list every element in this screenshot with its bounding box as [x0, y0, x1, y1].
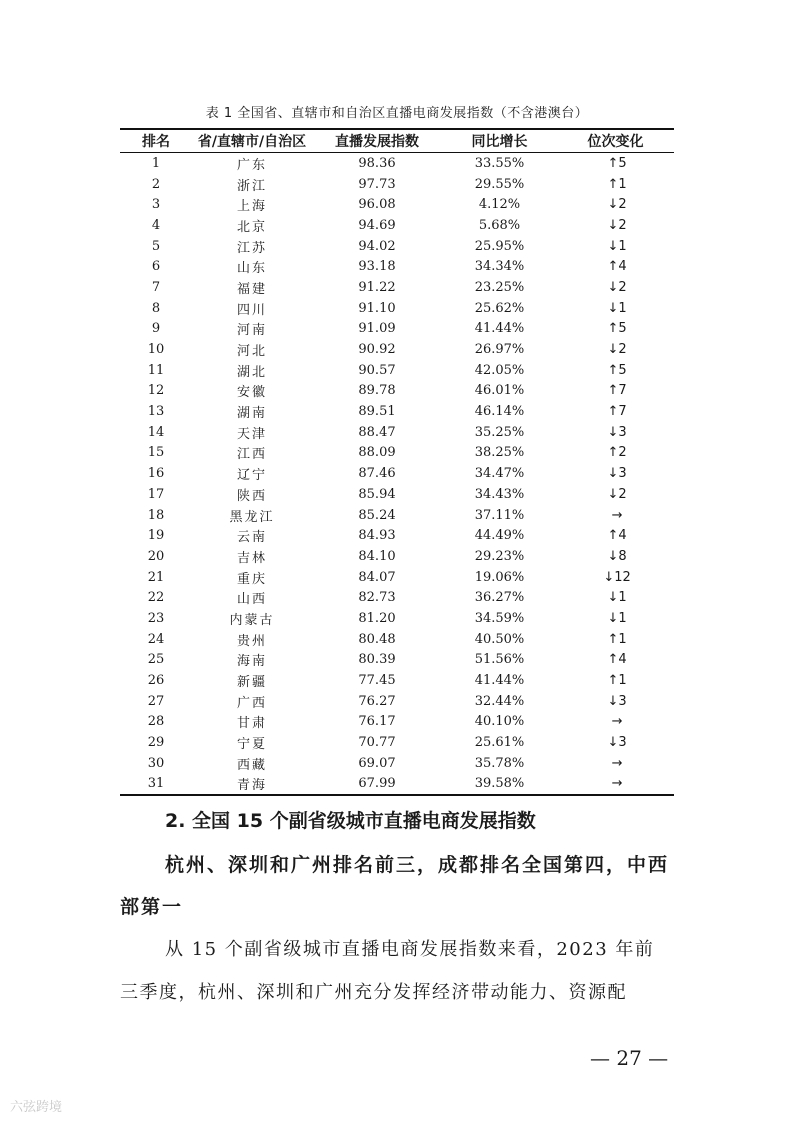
cell-rank-change	[557, 177, 674, 192]
cell-growth: 37.11%	[474, 507, 525, 523]
cell-rank-change	[557, 259, 674, 274]
table-row	[120, 215, 674, 236]
rank-change-value: 8	[618, 548, 627, 564]
section-heading: 2. 全国 15 个副省级城市直播电商发展指数	[165, 810, 536, 832]
table-row	[120, 567, 674, 588]
rank-change-value: 1	[618, 673, 627, 689]
section-subheading-line2: 部第一	[120, 896, 184, 918]
cell-region: 青海	[236, 778, 267, 794]
table-row	[120, 484, 674, 505]
cell-rank-change	[557, 197, 674, 212]
cell-growth: 41.44%	[474, 673, 525, 689]
rank-change-value: 2	[618, 342, 627, 358]
cell-index: 67.99	[358, 776, 396, 792]
cell-region: 安徽	[236, 385, 267, 401]
cell-rank: 9	[151, 321, 161, 337]
rank-change-value: 4	[618, 652, 627, 668]
cell-region: 天津	[236, 426, 267, 442]
rank-change-arrow-icon: ↓	[607, 486, 619, 502]
cell-region: 江苏	[236, 240, 267, 256]
rank-change-value: 1	[618, 300, 627, 316]
cell-region: 浙江	[236, 178, 267, 194]
cell-growth: 46.14%	[474, 404, 525, 420]
cell-rank: 25	[147, 652, 165, 668]
cell-growth: 40.10%	[474, 714, 525, 730]
rank-change-arrow-icon: ↑	[607, 445, 619, 461]
rank-change-value: 2	[618, 217, 627, 233]
cell-rank-change	[557, 156, 674, 171]
rank-change-value: 3	[618, 424, 627, 440]
rank-change-arrow-icon: ↓	[607, 279, 619, 295]
cell-growth: 25.95%	[474, 238, 525, 254]
cell-rank-change	[557, 694, 674, 709]
cell-growth: 23.25%	[474, 279, 525, 295]
cell-rank-change	[557, 239, 674, 254]
cell-index: 93.18	[358, 259, 396, 275]
cell-rank-change	[557, 363, 674, 378]
cell-rank-change	[557, 611, 674, 626]
rank-change-arrow-icon: ↓	[607, 424, 619, 440]
table-row	[120, 256, 674, 277]
watermark-logo: 六弦跨境	[10, 1100, 63, 1115]
cell-rank: 14	[147, 424, 165, 440]
table-row	[120, 174, 674, 195]
rank-change-value: 1	[618, 176, 627, 192]
table-row	[120, 463, 674, 484]
rank-change-arrow-icon: ↑	[607, 176, 619, 192]
cell-region: 内蒙古	[229, 612, 275, 628]
cell-rank-change	[557, 218, 674, 233]
rank-change-arrow-icon: ↑	[607, 383, 619, 399]
rank-change-arrow-icon: ↑	[607, 404, 619, 420]
rank-change-arrow-icon: ↓	[607, 735, 619, 751]
rank-change-value: 5	[618, 155, 627, 171]
cell-rank: 18	[147, 507, 165, 523]
cell-rank: 27	[147, 693, 165, 709]
cell-region: 新疆	[236, 675, 267, 691]
cell-growth: 39.58%	[474, 776, 525, 792]
cell-rank-change	[557, 301, 674, 316]
rank-change-value: 3	[618, 735, 627, 751]
cell-index: 94.02	[358, 238, 396, 254]
cell-index: 89.51	[358, 404, 396, 420]
cell-region: 西藏	[236, 757, 267, 773]
cell-index: 76.17	[358, 714, 396, 730]
table-row	[120, 153, 674, 174]
rank-change-arrow-icon: ↑	[607, 631, 619, 647]
cell-growth: 34.59%	[474, 610, 525, 626]
rank-change-arrow-icon: ↓	[607, 217, 619, 233]
rank-change-arrow-icon: ↑	[607, 321, 619, 337]
cell-index: 98.36	[358, 155, 396, 171]
cell-region: 山西	[236, 592, 267, 608]
cell-rank-change	[557, 632, 674, 647]
cell-rank: 12	[147, 383, 165, 399]
cell-growth: 36.27%	[474, 590, 525, 606]
cell-region: 吉林	[236, 550, 267, 566]
cell-growth: 44.49%	[474, 528, 525, 544]
rank-change-arrow-icon: →	[611, 507, 623, 523]
cell-growth: 34.47%	[474, 466, 525, 482]
cell-growth: 41.44%	[474, 321, 525, 337]
cell-rank-change	[557, 383, 674, 398]
cell-rank-change	[557, 466, 674, 481]
ranking-table	[120, 128, 674, 796]
rank-change-arrow-icon: →	[611, 714, 623, 730]
rank-change-value: 2	[618, 279, 627, 295]
cell-rank: 15	[147, 445, 165, 461]
table-row	[120, 505, 674, 526]
cell-rank-change	[557, 756, 674, 771]
cell-region: 贵州	[236, 633, 267, 649]
cell-growth: 35.78%	[474, 755, 525, 771]
table-row	[120, 650, 674, 671]
table-header-row	[120, 130, 674, 153]
cell-rank-change	[557, 776, 674, 791]
cell-rank: 24	[147, 631, 165, 647]
cell-region: 上海	[236, 199, 267, 215]
section-subheading-line1: 杭州、深圳和广州排名前三，成都排名全国第四，中西	[165, 854, 670, 876]
cell-growth: 29.55%	[474, 176, 525, 192]
cell-index: 91.22	[358, 279, 396, 295]
cell-growth: 33.55%	[474, 155, 525, 171]
rank-change-value: 7	[618, 404, 627, 420]
table-row	[120, 339, 674, 360]
table-caption: 表 1 全国省、直辖市和自治区直播电商发展指数（不含港澳台）	[205, 106, 589, 121]
cell-region: 陕西	[236, 488, 267, 504]
table-row	[120, 422, 674, 443]
cell-region: 重庆	[236, 571, 267, 587]
cell-index: 70.77	[358, 735, 396, 751]
cell-growth: 32.44%	[474, 693, 525, 709]
rank-change-arrow-icon: ↓	[607, 197, 619, 213]
cell-rank-change	[557, 652, 674, 667]
cell-growth: 5.68%	[478, 217, 521, 233]
cell-rank: 6	[151, 259, 161, 275]
cell-index: 81.20	[358, 610, 396, 626]
cell-index: 85.94	[358, 486, 396, 502]
paragraph-line1: 从 15 个副省级城市直播电商发展指数来看，2023 年前	[165, 939, 655, 960]
rank-change-arrow-icon: ↓	[607, 693, 619, 709]
cell-rank: 30	[147, 755, 165, 771]
cell-rank: 8	[151, 300, 161, 316]
rank-change-arrow-icon: ↓	[607, 466, 619, 482]
header-growth: 同比增长	[471, 134, 528, 150]
cell-region: 河南	[236, 323, 267, 339]
rank-change-value: 5	[618, 362, 627, 378]
cell-growth: 25.61%	[474, 735, 525, 751]
cell-growth: 46.01%	[474, 383, 525, 399]
table-row	[120, 319, 674, 340]
rank-change-value: 2	[618, 486, 627, 502]
cell-index: 82.73	[358, 590, 396, 606]
table-row	[120, 587, 674, 608]
cell-growth: 38.25%	[474, 445, 525, 461]
cell-region: 湖南	[236, 406, 267, 422]
rank-change-value: 5	[618, 321, 627, 337]
cell-index: 90.57	[358, 362, 396, 378]
cell-index: 84.07	[358, 569, 396, 585]
cell-growth: 25.62%	[474, 300, 525, 316]
cell-rank: 31	[147, 776, 165, 792]
table-row	[120, 546, 674, 567]
rank-change-value: 12	[614, 569, 631, 585]
cell-growth: 40.50%	[474, 631, 525, 647]
header-rank: 排名	[142, 134, 170, 150]
cell-rank-change	[557, 425, 674, 440]
cell-index: 76.27	[358, 693, 396, 709]
cell-rank: 28	[147, 714, 165, 730]
cell-rank-change	[557, 342, 674, 357]
table-row	[120, 298, 674, 319]
cell-rank-change	[557, 714, 674, 729]
table-row	[120, 277, 674, 298]
cell-index: 89.78	[358, 383, 396, 399]
cell-region: 北京	[236, 219, 267, 235]
rank-change-arrow-icon: ↑	[607, 528, 619, 544]
cell-rank: 13	[147, 404, 165, 420]
table-row	[120, 732, 674, 753]
cell-growth: 34.34%	[474, 259, 525, 275]
rank-change-value: 4	[618, 528, 627, 544]
cell-index: 91.10	[358, 300, 396, 316]
table-row	[120, 691, 674, 712]
rank-change-arrow-icon: ↑	[607, 673, 619, 689]
cell-region: 海南	[236, 654, 267, 670]
cell-growth: 35.25%	[474, 424, 525, 440]
header-change: 位次变化	[587, 134, 644, 150]
cell-rank: 3	[151, 197, 161, 213]
rank-change-arrow-icon: ↓	[603, 569, 615, 585]
cell-region: 辽宁	[236, 468, 267, 484]
cell-region: 广西	[236, 695, 267, 711]
rank-change-arrow-icon: ↓	[607, 548, 619, 564]
cell-rank-change	[557, 280, 674, 295]
cell-rank-change	[557, 735, 674, 750]
cell-rank: 16	[147, 466, 165, 482]
rank-change-arrow-icon: →	[611, 776, 623, 792]
cell-rank: 5	[151, 238, 161, 254]
cell-index: 97.73	[358, 176, 396, 192]
cell-index: 80.39	[358, 652, 396, 668]
cell-region: 江西	[236, 447, 267, 463]
table-row	[120, 670, 674, 691]
cell-index: 90.92	[358, 342, 396, 358]
rank-change-value: 3	[618, 466, 627, 482]
rank-change-arrow-icon: ↑	[607, 259, 619, 275]
rank-change-arrow-icon: ↓	[607, 238, 619, 254]
cell-rank-change	[557, 673, 674, 688]
table-row	[120, 381, 674, 402]
cell-growth: 34.43%	[474, 486, 525, 502]
cell-index: 87.46	[358, 466, 396, 482]
cell-index: 88.47	[358, 424, 396, 440]
cell-rank: 26	[147, 673, 165, 689]
cell-rank: 7	[151, 279, 161, 295]
cell-index: 84.93	[358, 528, 396, 544]
cell-rank-change	[557, 528, 674, 543]
cell-growth: 29.23%	[474, 548, 525, 564]
cell-region: 黑龙江	[229, 509, 275, 525]
table-row	[120, 629, 674, 650]
cell-rank: 17	[147, 486, 165, 502]
cell-index: 80.48	[358, 631, 396, 647]
paragraph-line2: 三季度，杭州、深圳和广州充分发挥经济带动能力、资源配	[120, 982, 627, 1003]
rank-change-arrow-icon: ↓	[607, 342, 619, 358]
cell-rank-change	[557, 508, 674, 523]
cell-growth: 26.97%	[474, 342, 525, 358]
table-row	[120, 712, 674, 733]
cell-region: 广东	[236, 157, 267, 173]
rank-change-value: 7	[618, 383, 627, 399]
table-row	[120, 236, 674, 257]
cell-region: 福建	[236, 281, 267, 297]
rank-change-value: 4	[618, 259, 627, 275]
cell-rank: 1	[151, 155, 161, 171]
rank-change-value: 1	[618, 610, 627, 626]
rank-change-value: 2	[618, 445, 627, 461]
cell-rank: 2	[151, 176, 161, 192]
cell-rank: 29	[147, 735, 165, 751]
table-row	[120, 753, 674, 774]
rank-change-arrow-icon: ↑	[607, 362, 619, 378]
page-number: — 27 —	[590, 1046, 669, 1070]
rank-change-arrow-icon: ↑	[607, 155, 619, 171]
rank-change-arrow-icon: ↓	[607, 300, 619, 316]
header-region: 省/直辖市/自治区	[197, 134, 307, 150]
cell-rank-change	[557, 404, 674, 419]
cell-rank-change	[557, 590, 674, 605]
cell-index: 85.24	[358, 507, 396, 523]
table-row	[120, 525, 674, 546]
cell-rank: 23	[147, 610, 165, 626]
cell-index: 88.09	[358, 445, 396, 461]
table-row	[120, 608, 674, 629]
cell-rank: 4	[151, 217, 161, 233]
cell-rank: 10	[147, 342, 165, 358]
cell-index: 96.08	[358, 197, 396, 213]
cell-rank: 11	[147, 362, 165, 378]
table-body	[120, 153, 674, 794]
table-row	[120, 194, 674, 215]
cell-index: 94.69	[358, 217, 396, 233]
cell-region: 山东	[236, 261, 267, 277]
cell-growth: 42.05%	[474, 362, 525, 378]
cell-rank-change	[557, 570, 674, 585]
cell-rank: 21	[147, 569, 165, 585]
cell-growth: 51.56%	[474, 652, 525, 668]
cell-region: 河北	[236, 344, 267, 360]
table-row	[120, 443, 674, 464]
cell-rank: 20	[147, 548, 165, 564]
cell-growth: 4.12%	[478, 197, 521, 213]
cell-region: 四川	[236, 302, 267, 318]
rank-change-value: 2	[618, 197, 627, 213]
rank-change-arrow-icon: ↑	[607, 652, 619, 668]
cell-region: 甘肃	[236, 716, 267, 732]
header-index: 直播发展指数	[335, 134, 419, 150]
rank-change-value: 1	[618, 590, 627, 606]
table-row	[120, 401, 674, 422]
cell-index: 69.07	[358, 755, 396, 771]
cell-index: 77.45	[358, 673, 396, 689]
cell-region: 云南	[236, 530, 267, 546]
cell-rank-change	[557, 321, 674, 336]
rank-change-arrow-icon: ↓	[607, 590, 619, 606]
rank-change-value: 1	[618, 631, 627, 647]
rank-change-arrow-icon: ↓	[607, 610, 619, 626]
cell-index: 84.10	[358, 548, 396, 564]
cell-rank-change	[557, 549, 674, 564]
rank-change-arrow-icon: →	[611, 755, 623, 771]
cell-rank: 19	[147, 528, 165, 544]
cell-index: 91.09	[358, 321, 396, 337]
cell-rank-change	[557, 445, 674, 460]
cell-region: 湖北	[236, 364, 267, 380]
rank-change-value: 3	[618, 693, 627, 709]
table-row	[120, 774, 674, 795]
cell-region: 宁夏	[236, 737, 267, 753]
cell-rank: 22	[147, 590, 165, 606]
table-row	[120, 360, 674, 381]
cell-rank-change	[557, 487, 674, 502]
rank-change-value: 1	[618, 238, 627, 254]
cell-growth: 19.06%	[474, 569, 525, 585]
